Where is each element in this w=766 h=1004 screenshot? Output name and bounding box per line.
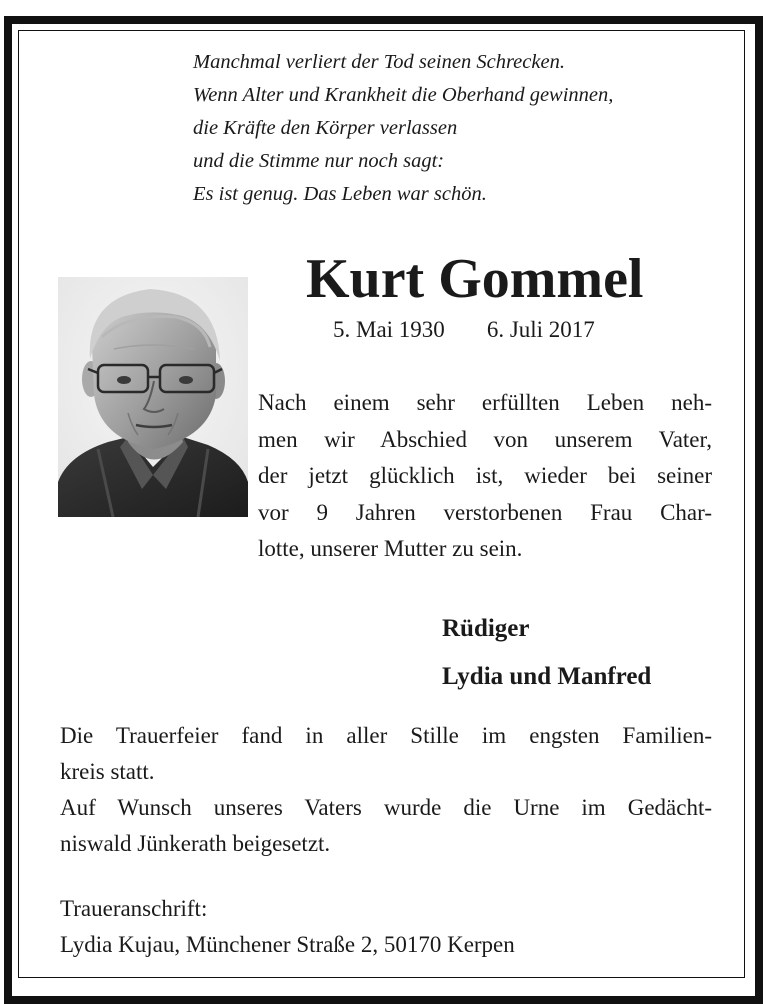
poem-line: Wenn Alter und Krankheit die Oberhand gewinnen,: [193, 84, 614, 106]
mourner-name: Lydia und Manfred: [442, 663, 652, 690]
mourners: [442, 605, 651, 701]
mourner-name: Rüdiger: [442, 615, 530, 642]
message-line: Nach einem sehr erfüllten Leben neh-: [258, 390, 712, 415]
address-label: Traueranschrift:: [60, 896, 208, 921]
portrait-photo-icon: [58, 277, 248, 517]
poem-line: und die Stimme nur noch sagt:: [193, 150, 445, 172]
ceremony-line: Die Trauerfeier fand in aller Stille im engsten Familien-: [60, 723, 712, 748]
address-value: Lydia Kujau, Münchener Straße 2, 50170 Kerpen: [60, 932, 515, 957]
message-line: men wir Abschied von unserem Vater,: [258, 426, 712, 452]
message-line: vor 9 Jahren verstorbenen Frau Char-: [258, 499, 712, 525]
poem-line: die Kräfte den Körper verlassen: [193, 117, 458, 139]
birth-date: 5. Mai 1930: [333, 317, 445, 342]
poem-line: Manchmal verliert der Tod seinen Schrecken.: [193, 51, 565, 73]
deceased-name: Kurt Gommel: [306, 248, 644, 310]
portrait-photo: [58, 277, 248, 517]
ceremony-line: kreis statt.: [60, 759, 155, 784]
message-line: lotte, unserer Mutter zu sein.: [258, 536, 523, 561]
mourning-address: [60, 891, 515, 963]
ceremony-notice: [60, 718, 712, 862]
poem-line: Es ist genug. Das Leben war schön.: [193, 183, 487, 205]
poem: [193, 46, 733, 211]
life-dates: [333, 314, 595, 346]
farewell-message: [258, 385, 712, 568]
death-date: 6. Juli 2017: [486, 317, 595, 342]
message-line: der jetzt glücklich ist, wieder bei seiner: [258, 463, 712, 488]
ceremony-line: niswald Jünkerath beigesetzt.: [60, 831, 331, 856]
ceremony-line: Auf Wunsch unseres Vaters wurde die Urne im Gedächt-: [60, 795, 712, 820]
